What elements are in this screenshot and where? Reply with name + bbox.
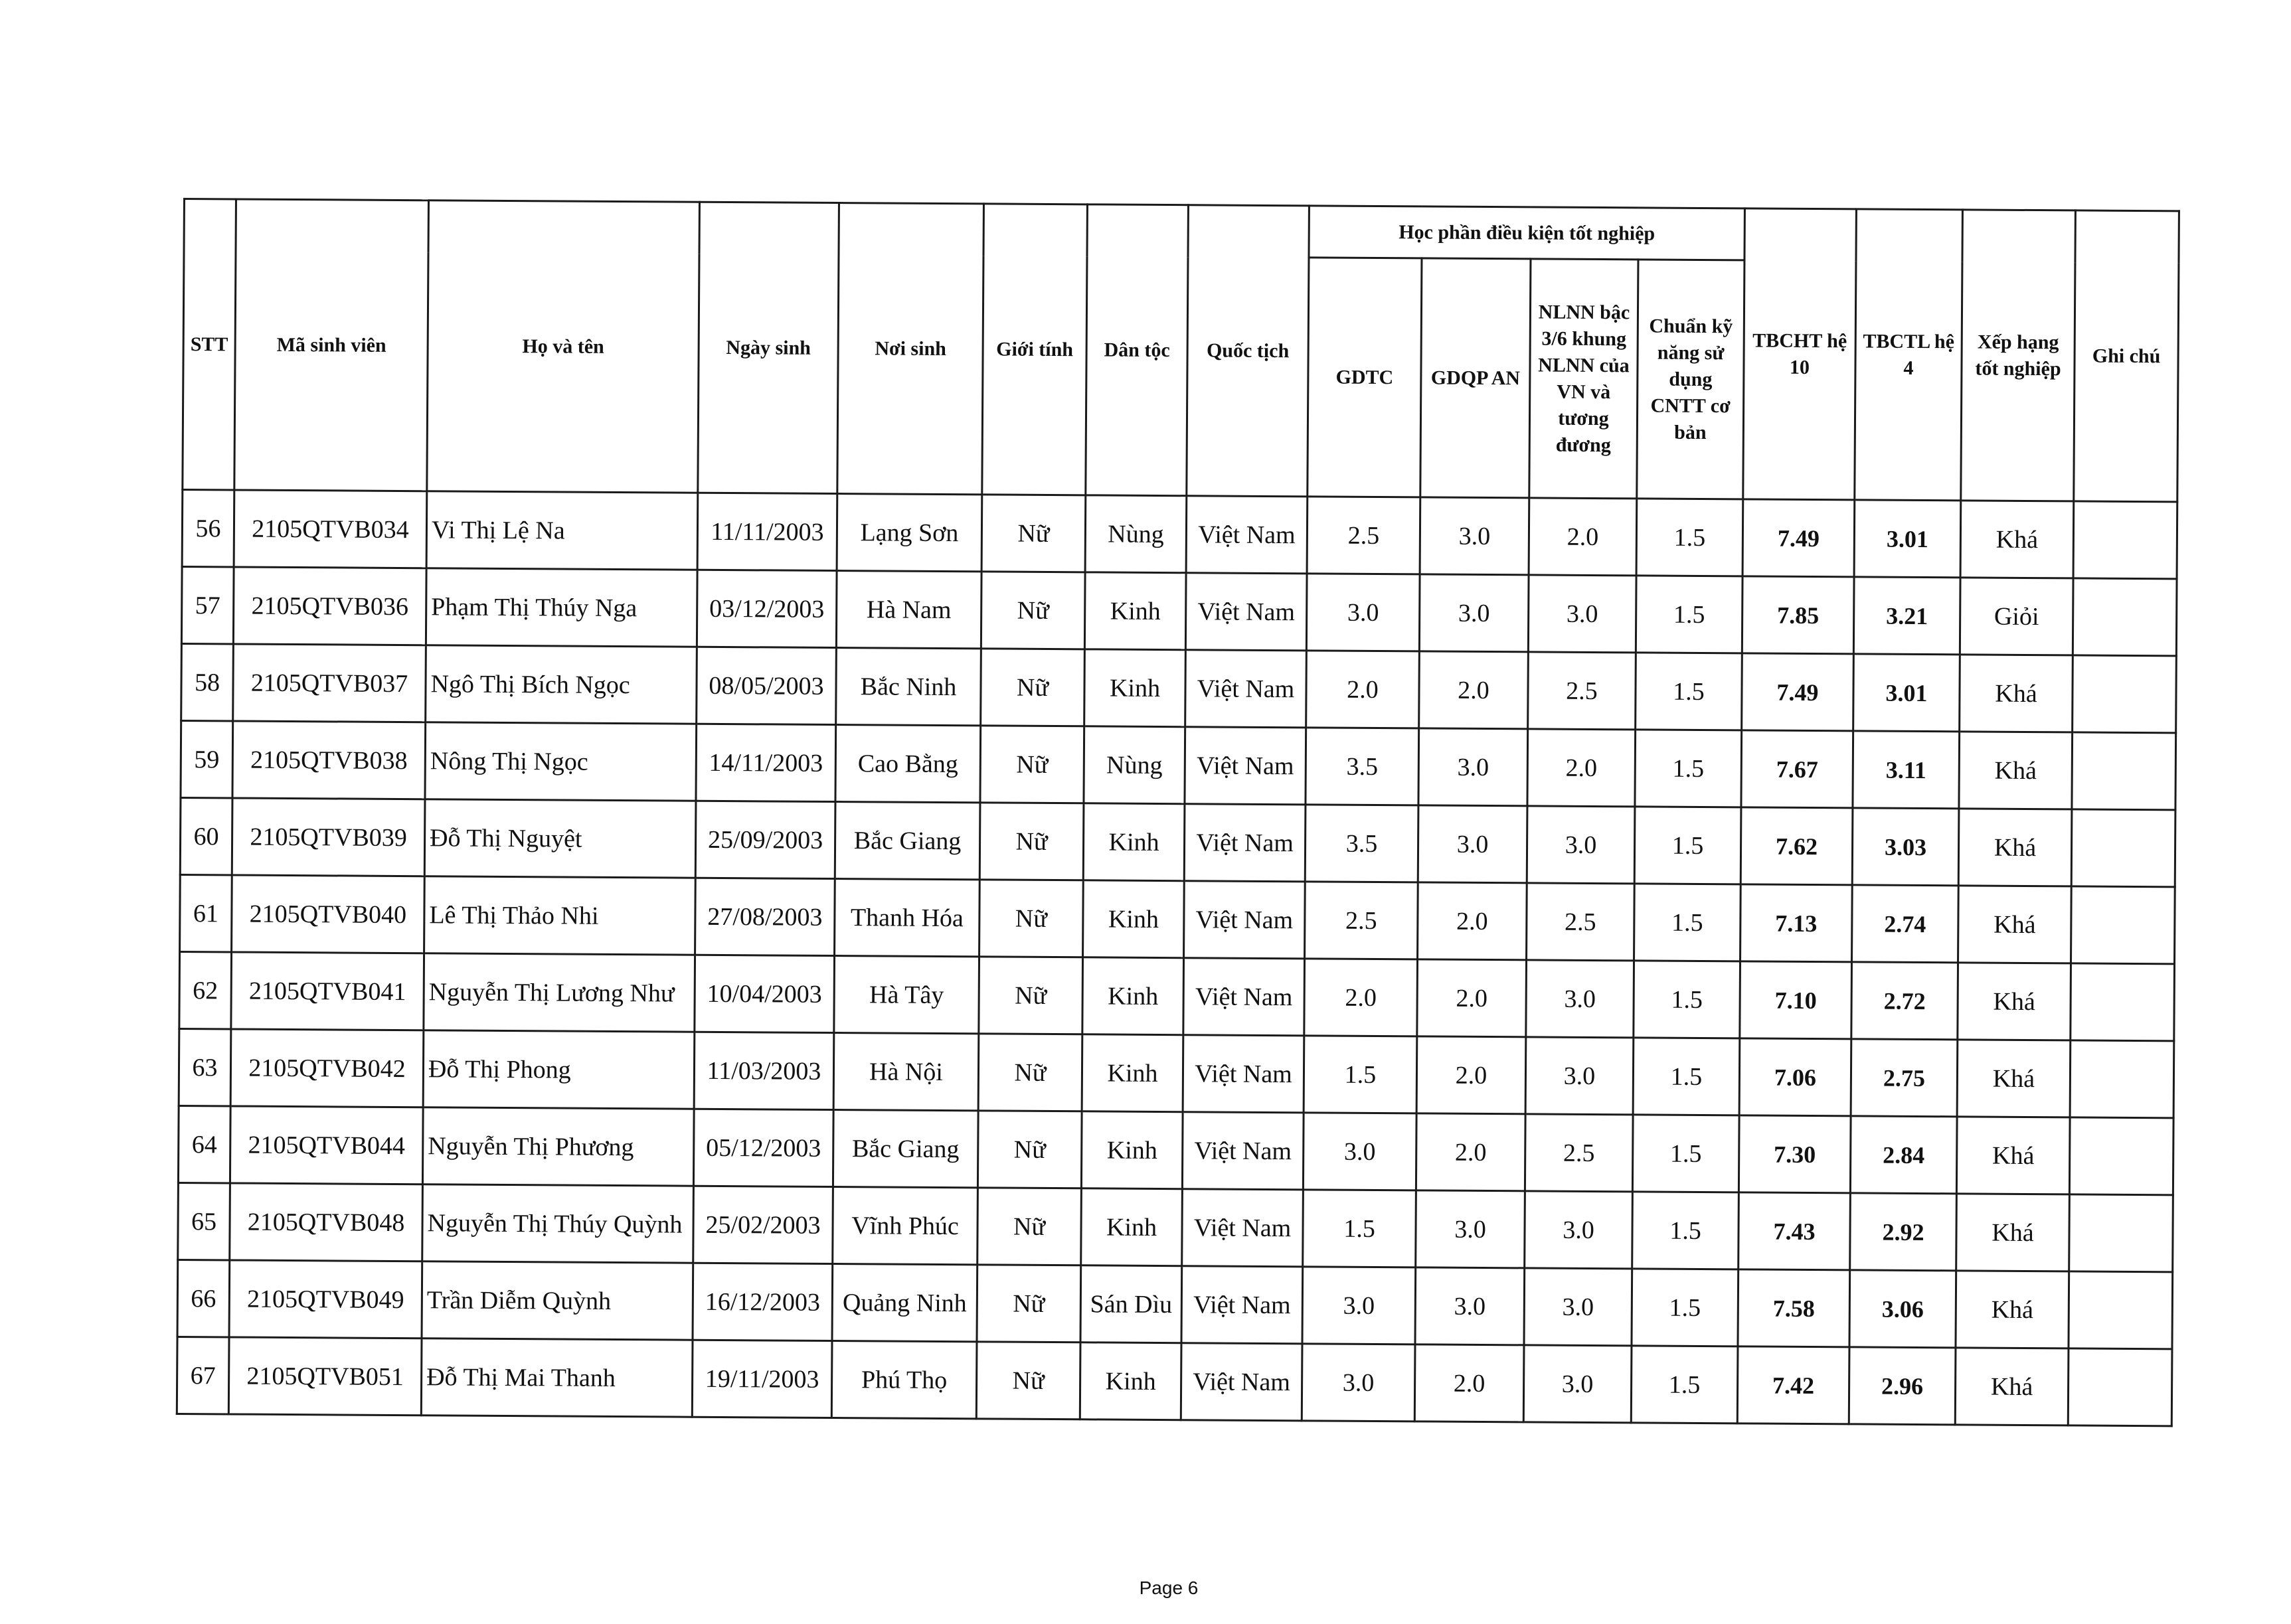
cell-stt: 58 bbox=[181, 643, 234, 720]
table-row bbox=[179, 1028, 2174, 1117]
header-rank: Xếp hạng tốt nghiệp bbox=[1961, 210, 2076, 501]
cell-note bbox=[2071, 963, 2175, 1041]
cell-birth-date: 25/02/2003 bbox=[693, 1186, 833, 1263]
cell-stt: 67 bbox=[177, 1337, 229, 1414]
header-gdtc: GDTC bbox=[1308, 258, 1422, 497]
cell-ethnicity: Kinh bbox=[1083, 803, 1185, 881]
cell-note bbox=[2069, 1271, 2173, 1349]
cell-gdqp: 2.0 bbox=[1418, 882, 1527, 960]
cell-gpa10: 7.10 bbox=[1740, 961, 1852, 1039]
cell-gdtc: 2.5 bbox=[1307, 497, 1420, 574]
cell-gpa10: 7.67 bbox=[1741, 730, 1853, 808]
table-row bbox=[178, 1105, 2173, 1194]
cell-nationality: Việt Nam bbox=[1185, 727, 1306, 805]
table-row bbox=[180, 874, 2175, 963]
cell-gdqp: 3.0 bbox=[1420, 497, 1529, 575]
cell-foreign-language: 3.0 bbox=[1525, 1037, 1634, 1115]
cell-rank: Khá bbox=[1956, 1271, 2069, 1348]
cell-gender: Nữ bbox=[979, 957, 1083, 1034]
cell-student-id: 2105QTVB049 bbox=[229, 1260, 422, 1339]
cell-ethnicity: Kinh bbox=[1084, 572, 1186, 650]
cell-gpa10: 7.58 bbox=[1738, 1269, 1850, 1347]
table-row bbox=[177, 1259, 2173, 1348]
cell-student-id: 2105QTVB037 bbox=[233, 644, 426, 722]
header-full-name: Họ và tên bbox=[427, 201, 700, 493]
cell-gpa10: 7.49 bbox=[1742, 499, 1855, 577]
cell-note bbox=[2069, 1117, 2173, 1195]
header-stt: STT bbox=[183, 199, 236, 490]
cell-student-id: 2105QTVB041 bbox=[231, 952, 424, 1030]
cell-gpa10: 7.62 bbox=[1740, 807, 1853, 885]
cell-student-id: 2105QTVB040 bbox=[232, 875, 425, 953]
cell-nationality: Việt Nam bbox=[1183, 958, 1305, 1036]
cell-birth-date: 11/03/2003 bbox=[694, 1032, 834, 1109]
cell-gpa10: 7.43 bbox=[1739, 1192, 1851, 1270]
cell-gdtc: 1.5 bbox=[1304, 1036, 1417, 1113]
cell-foreign-language: 2.0 bbox=[1527, 729, 1636, 807]
cell-birth-date: 03/12/2003 bbox=[697, 570, 837, 647]
cell-birth-date: 10/04/2003 bbox=[695, 955, 835, 1032]
cell-gender: Nữ bbox=[981, 649, 1085, 726]
cell-birth-place: Quảng Ninh bbox=[832, 1264, 977, 1342]
cell-student-id: 2105QTVB038 bbox=[232, 721, 426, 799]
cell-foreign-language: 2.5 bbox=[1525, 1114, 1633, 1192]
cell-rank: Giỏi bbox=[1960, 578, 2073, 655]
cell-nationality: Việt Nam bbox=[1181, 1343, 1302, 1421]
cell-gdtc: 3.0 bbox=[1306, 574, 1420, 651]
cell-birth-date: 25/09/2003 bbox=[695, 801, 835, 878]
header-ethnicity: Dân tộc bbox=[1086, 204, 1189, 496]
cell-nationality: Việt Nam bbox=[1181, 1266, 1303, 1344]
cell-nationality: Việt Nam bbox=[1183, 1035, 1304, 1113]
cell-gdtc: 2.0 bbox=[1306, 651, 1420, 728]
cell-note bbox=[2071, 809, 2175, 887]
cell-birth-place: Bắc Ninh bbox=[836, 648, 981, 726]
cell-student-id: 2105QTVB044 bbox=[230, 1106, 423, 1184]
cell-ethnicity: Nùng bbox=[1084, 726, 1185, 804]
cell-stt: 57 bbox=[181, 566, 234, 643]
cell-birth-date: 16/12/2003 bbox=[693, 1263, 833, 1340]
cell-it-skill: 1.5 bbox=[1632, 1269, 1739, 1346]
cell-it-skill: 1.5 bbox=[1634, 961, 1740, 1038]
cell-gpa4: 2.84 bbox=[1850, 1116, 1957, 1194]
cell-it-skill: 1.5 bbox=[1634, 884, 1741, 961]
cell-gdtc: 3.5 bbox=[1305, 805, 1418, 882]
cell-gdqp: 2.0 bbox=[1416, 1113, 1525, 1191]
table-header bbox=[183, 199, 2179, 502]
cell-full-name: Nguyễn Thị Lương Như bbox=[424, 953, 695, 1032]
cell-stt: 56 bbox=[182, 490, 234, 567]
cell-birth-place: Hà Tây bbox=[834, 956, 979, 1034]
cell-foreign-language: 2.5 bbox=[1528, 652, 1636, 730]
header-birth-place: Nơi sinh bbox=[837, 203, 984, 495]
cell-foreign-language: 3.0 bbox=[1524, 1268, 1632, 1346]
cell-gpa10: 7.30 bbox=[1739, 1115, 1851, 1193]
cell-birth-date: 08/05/2003 bbox=[697, 647, 837, 724]
header-gpa10: TBCHT hệ 10 bbox=[1743, 208, 1857, 500]
cell-student-id: 2105QTVB051 bbox=[228, 1337, 422, 1416]
cell-gdqp: 3.0 bbox=[1418, 805, 1527, 883]
cell-ethnicity: Kinh bbox=[1083, 880, 1185, 958]
cell-full-name: Đỗ Thị Nguyệt bbox=[424, 799, 696, 878]
cell-ethnicity: Kinh bbox=[1080, 1342, 1181, 1420]
cell-note bbox=[2073, 501, 2177, 579]
cell-gender: Nữ bbox=[977, 1188, 1082, 1265]
cell-gdtc: 2.0 bbox=[1304, 959, 1418, 1036]
cell-student-id: 2105QTVB036 bbox=[233, 567, 426, 645]
cell-gdqp: 2.0 bbox=[1416, 1036, 1526, 1114]
cell-ethnicity: Kinh bbox=[1084, 649, 1186, 727]
cell-note bbox=[2069, 1194, 2173, 1272]
cell-it-skill: 1.5 bbox=[1631, 1346, 1738, 1423]
cell-gdtc: 1.5 bbox=[1303, 1190, 1416, 1267]
cell-gender: Nữ bbox=[977, 1111, 1082, 1188]
cell-ethnicity: Nùng bbox=[1085, 495, 1187, 573]
cell-gender: Nữ bbox=[981, 495, 1086, 572]
cell-gpa4: 3.21 bbox=[1853, 577, 1960, 655]
cell-foreign-language: 3.0 bbox=[1523, 1345, 1632, 1423]
cell-it-skill: 1.5 bbox=[1632, 1192, 1739, 1269]
cell-gdqp: 3.0 bbox=[1419, 574, 1529, 652]
header-note: Ghi chú bbox=[2074, 210, 2179, 502]
cell-it-skill: 1.5 bbox=[1632, 1115, 1739, 1192]
cell-rank: Khá bbox=[1958, 886, 2072, 963]
header-student-id: Mã sinh viên bbox=[234, 199, 429, 491]
cell-nationality: Việt Nam bbox=[1184, 804, 1306, 882]
cell-note bbox=[2071, 886, 2175, 964]
cell-note bbox=[2073, 578, 2177, 656]
cell-gpa10: 7.06 bbox=[1739, 1038, 1851, 1116]
cell-gpa4: 3.01 bbox=[1853, 654, 1960, 732]
cell-foreign-language: 3.0 bbox=[1526, 960, 1634, 1038]
cell-full-name: Trần Diễm Quỳnh bbox=[422, 1261, 693, 1340]
cell-birth-place: Lạng Sơn bbox=[837, 494, 982, 572]
cell-foreign-language: 3.0 bbox=[1525, 1191, 1633, 1269]
cell-birth-place: Vĩnh Phúc bbox=[833, 1187, 978, 1265]
cell-gdqp: 2.0 bbox=[1419, 651, 1529, 729]
header-gpa4: TBCTL hệ 4 bbox=[1855, 209, 1963, 501]
cell-rank: Khá bbox=[1956, 1117, 2070, 1194]
table-row bbox=[182, 490, 2177, 579]
header-it-skill: Chuẩn kỹ năng sử dụng CNTT cơ bản bbox=[1637, 260, 1744, 499]
cell-full-name: Nguyễn Thị Phương bbox=[422, 1107, 694, 1186]
cell-gpa4: 2.96 bbox=[1849, 1347, 1956, 1425]
cell-it-skill: 1.5 bbox=[1634, 807, 1741, 884]
cell-gpa4: 2.75 bbox=[1851, 1039, 1958, 1117]
header-graduation-conditions: Học phần điều kiện tốt nghiệp bbox=[1309, 206, 1744, 260]
table-row bbox=[179, 951, 2175, 1040]
cell-birth-date: 14/11/2003 bbox=[696, 724, 836, 801]
cell-birth-date: 19/11/2003 bbox=[692, 1340, 832, 1418]
table-row bbox=[181, 566, 2177, 655]
cell-gpa4: 2.92 bbox=[1850, 1193, 1957, 1271]
cell-full-name: Phạm Thị Thúy Nga bbox=[426, 568, 697, 647]
cell-rank: Khá bbox=[1960, 655, 2073, 732]
cell-gender: Nữ bbox=[976, 1342, 1080, 1420]
cell-ethnicity: Kinh bbox=[1081, 1188, 1183, 1266]
cell-it-skill: 1.5 bbox=[1633, 1038, 1740, 1115]
cell-rank: Khá bbox=[1955, 1348, 2069, 1425]
cell-stt: 63 bbox=[179, 1028, 231, 1105]
cell-nationality: Việt Nam bbox=[1185, 573, 1307, 651]
cell-nationality: Việt Nam bbox=[1186, 496, 1308, 574]
cell-gdtc: 3.0 bbox=[1303, 1113, 1416, 1190]
cell-birth-place: Cao Bằng bbox=[835, 725, 981, 803]
cell-stt: 60 bbox=[180, 797, 232, 874]
cell-gender: Nữ bbox=[977, 1265, 1081, 1342]
table-body bbox=[177, 490, 2177, 1426]
cell-birth-date: 27/08/2003 bbox=[695, 878, 835, 955]
graduation-table bbox=[176, 198, 2180, 1427]
cell-gdtc: 2.5 bbox=[1305, 882, 1418, 959]
cell-student-id: 2105QTVB039 bbox=[232, 798, 425, 876]
cell-student-id: 2105QTVB048 bbox=[230, 1183, 423, 1261]
cell-rank: Khá bbox=[1959, 732, 2073, 809]
header-birth-date: Ngày sinh bbox=[698, 202, 839, 493]
cell-rank: Khá bbox=[1956, 1194, 2070, 1271]
cell-gdqp: 2.0 bbox=[1417, 959, 1527, 1037]
cell-note bbox=[2073, 655, 2177, 733]
cell-full-name: Đỗ Thị Phong bbox=[423, 1030, 695, 1109]
cell-gender: Nữ bbox=[980, 726, 1084, 803]
cell-birth-date: 05/12/2003 bbox=[693, 1109, 833, 1186]
cell-student-id: 2105QTVB034 bbox=[234, 490, 427, 568]
cell-stt: 62 bbox=[179, 951, 232, 1028]
cell-gpa4: 3.03 bbox=[1852, 808, 1959, 886]
cell-birth-place: Phú Thọ bbox=[831, 1341, 977, 1419]
cell-birth-place: Thanh Hóa bbox=[835, 879, 980, 957]
cell-note bbox=[2070, 1040, 2174, 1118]
cell-gpa4: 3.11 bbox=[1853, 731, 1960, 809]
header-gender: Giới tính bbox=[982, 204, 1088, 495]
header-gdqp: GDQP AN bbox=[1420, 258, 1531, 498]
cell-it-skill: 1.5 bbox=[1636, 653, 1742, 730]
cell-nationality: Việt Nam bbox=[1182, 1112, 1304, 1190]
cell-stt: 65 bbox=[178, 1182, 230, 1259]
cell-gpa4: 2.72 bbox=[1851, 962, 1958, 1040]
cell-gdqp: 3.0 bbox=[1418, 728, 1528, 806]
cell-gdqp: 2.0 bbox=[1414, 1344, 1524, 1422]
cell-it-skill: 1.5 bbox=[1635, 730, 1742, 807]
cell-gdtc: 3.5 bbox=[1306, 728, 1419, 805]
cell-ethnicity: Kinh bbox=[1082, 957, 1184, 1035]
cell-full-name: Ngô Thị Bích Ngọc bbox=[426, 645, 697, 724]
cell-rank: Khá bbox=[1957, 1040, 2071, 1117]
cell-nationality: Việt Nam bbox=[1182, 1189, 1304, 1267]
table-row bbox=[181, 720, 2176, 809]
cell-nationality: Việt Nam bbox=[1185, 650, 1307, 728]
cell-gender: Nữ bbox=[979, 880, 1084, 957]
cell-birth-place: Bắc Giang bbox=[833, 1110, 978, 1188]
cell-student-id: 2105QTVB042 bbox=[230, 1029, 424, 1107]
cell-gdtc: 3.0 bbox=[1302, 1267, 1416, 1344]
cell-note bbox=[2068, 1348, 2172, 1426]
table-row bbox=[181, 643, 2177, 732]
cell-foreign-language: 2.0 bbox=[1529, 498, 1637, 576]
cell-foreign-language: 3.0 bbox=[1527, 806, 1635, 884]
cell-gdqp: 3.0 bbox=[1416, 1190, 1525, 1268]
cell-gpa4: 3.06 bbox=[1849, 1270, 1956, 1348]
cell-gpa10: 7.49 bbox=[1742, 653, 1854, 731]
cell-gpa10: 7.42 bbox=[1737, 1346, 1849, 1424]
cell-full-name: Vi Thị Lệ Na bbox=[426, 491, 698, 570]
cell-stt: 59 bbox=[181, 720, 233, 797]
cell-stt: 61 bbox=[180, 874, 232, 951]
cell-nationality: Việt Nam bbox=[1184, 881, 1306, 959]
cell-gdqp: 3.0 bbox=[1415, 1267, 1525, 1345]
table-row bbox=[177, 1337, 2172, 1425]
cell-note bbox=[2072, 732, 2176, 810]
cell-birth-place: Bắc Giang bbox=[835, 802, 980, 880]
cell-foreign-language: 2.5 bbox=[1527, 883, 1635, 961]
cell-gpa10: 7.13 bbox=[1740, 884, 1853, 962]
cell-rank: Khá bbox=[1958, 809, 2072, 886]
cell-it-skill: 1.5 bbox=[1636, 499, 1743, 576]
cell-gpa4: 3.01 bbox=[1854, 500, 1961, 578]
cell-foreign-language: 3.0 bbox=[1528, 575, 1636, 653]
cell-ethnicity: Sán Dìu bbox=[1080, 1265, 1182, 1343]
cell-full-name: Nguyễn Thị Thúy Quỳnh bbox=[422, 1184, 694, 1263]
table-row bbox=[178, 1182, 2173, 1271]
table-row bbox=[180, 797, 2175, 886]
cell-it-skill: 1.5 bbox=[1636, 576, 1742, 653]
cell-rank: Khá bbox=[1958, 963, 2071, 1040]
header-nationality: Quốc tịch bbox=[1187, 205, 1310, 497]
cell-gdtc: 3.0 bbox=[1302, 1344, 1415, 1421]
cell-gpa10: 7.85 bbox=[1742, 576, 1854, 654]
cell-ethnicity: Kinh bbox=[1081, 1111, 1183, 1189]
page-number: Page 6 bbox=[1139, 1578, 1199, 1598]
cell-gender: Nữ bbox=[981, 572, 1085, 649]
cell-full-name: Đỗ Thị Mai Thanh bbox=[421, 1339, 693, 1417]
cell-birth-place: Hà Nội bbox=[833, 1033, 979, 1111]
cell-ethnicity: Kinh bbox=[1082, 1034, 1183, 1112]
cell-gender: Nữ bbox=[979, 803, 1084, 880]
cell-gender: Nữ bbox=[978, 1034, 1082, 1111]
cell-stt: 66 bbox=[177, 1259, 230, 1337]
cell-gpa4: 2.74 bbox=[1852, 885, 1959, 963]
cell-full-name: Lê Thị Thảo Nhi bbox=[424, 876, 696, 955]
cell-rank: Khá bbox=[1960, 501, 2074, 578]
cell-birth-place: Hà Nam bbox=[836, 571, 981, 649]
cell-stt: 64 bbox=[178, 1105, 230, 1182]
header-foreign-language: NLNN bậc 3/6 khung NLNN của VN và tương đương bbox=[1529, 259, 1638, 499]
cell-birth-date: 11/11/2003 bbox=[697, 493, 837, 570]
cell-full-name: Nông Thị Ngọc bbox=[425, 722, 697, 801]
